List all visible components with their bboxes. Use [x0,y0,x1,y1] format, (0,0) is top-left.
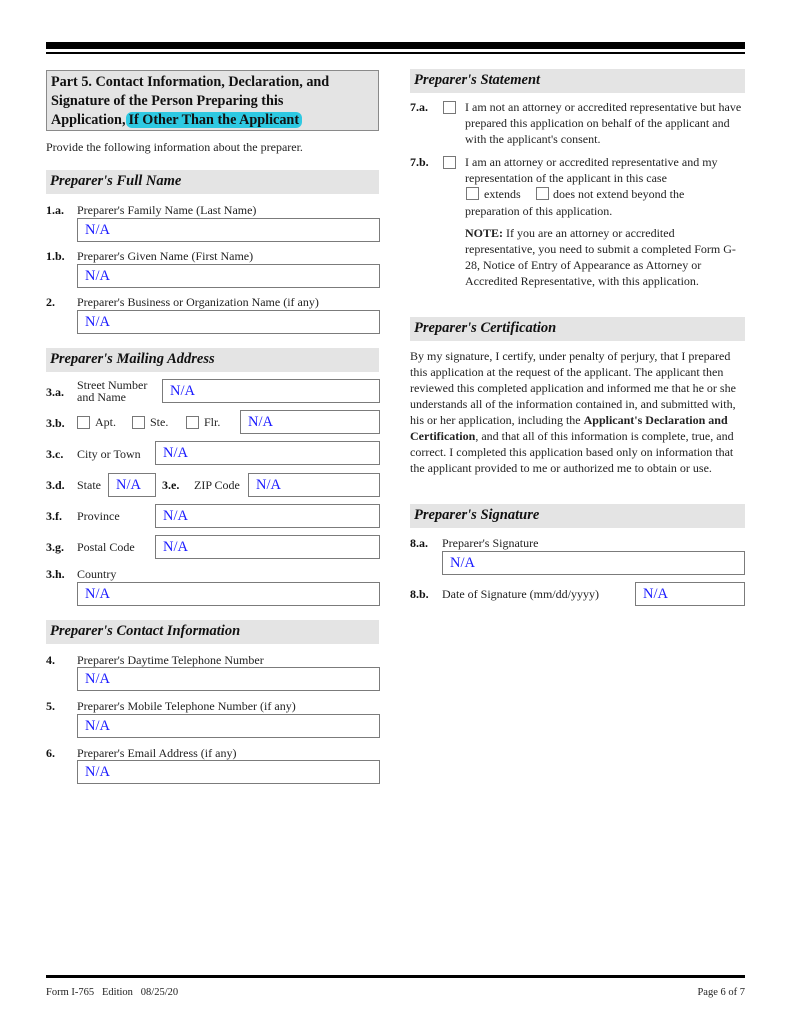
province-field[interactable]: N/A [155,504,380,528]
part-title-line: Signature of the Person Preparing this [51,93,284,109]
page-number: Page 6 of 7 [697,987,745,998]
field-label: Province [77,509,120,523]
field-label: ZIP Code [194,478,240,492]
item-number: 7.a. [410,100,428,114]
checkbox-label: Flr. [204,415,221,429]
item-number: 7.b. [410,155,429,169]
apt-checkbox[interactable] [77,416,90,429]
checkbox-label: does not extend beyond the [553,187,685,201]
item-number: 4. [46,653,55,667]
item-number: 1.a. [46,203,64,217]
statement-7a-text: I am not an attorney or accredited representative but have prepared this application on behalf of the applicant and with the applicant's consent. [465,100,742,146]
daytime-phone-field[interactable]: N/A [77,667,380,691]
certification-text-part: , and that all of this information is complete, true, and correct. I completed this application based only on information that the applicant provided to me or authorized me to obtain or use. [410,429,734,475]
field-label: Preparer's Business or Organization Name (if any) [77,295,319,309]
certification-bold: Applicant's Declaration and Certification [410,413,728,443]
field-label: Country [77,567,117,581]
highlighted-text: If Other Than the Applicant [126,112,303,128]
ste-checkbox[interactable] [132,416,145,429]
given-name-field[interactable]: N/A [77,264,380,288]
business-name-field[interactable]: N/A [77,310,380,334]
field-label: Preparer's Family Name (Last Name) [77,203,257,217]
field-label: Preparer's Daytime Telephone Number [77,653,264,667]
does-not-extend-checkbox[interactable] [536,187,549,200]
field-label: Preparer's Signature [442,536,539,550]
item-number: 1.b. [46,249,65,263]
checkbox-label: Apt. [95,415,116,429]
part-title-line: Application, [51,112,126,128]
certification-text-part: By my signature, I certify, under penalty of perjury, that I prepared this application at the request of the applicant. The applicant then reviewed this completed application and informed me that he or she understands all of the information contained in, and submitted with, his or her application, including the [410,349,736,427]
unit-number-field[interactable]: N/A [240,410,380,434]
form-edition: Form I-765 Edition 08/25/20 [46,987,179,998]
header-rule-thick [46,42,745,49]
note-label: NOTE: [465,226,504,240]
section-header-mailing-address: Preparer's Mailing Address [46,348,379,372]
field-label [77,379,147,403]
section-header-statement: Preparer's Statement [410,69,745,93]
item-number: 3.h. [46,567,65,581]
item-number: 3.a. [46,385,64,399]
item-number: 2. [46,295,55,309]
statement-7b-tail: preparation of this application. [465,204,613,218]
item-number: 3.d. [46,478,65,492]
item-number: 3.c. [46,447,64,461]
extends-checkbox[interactable] [466,187,479,200]
footer-rule [46,975,745,978]
section-header-certification: Preparer's Certification [410,317,745,341]
not-attorney-checkbox[interactable] [443,101,456,114]
item-number: 3.e. [162,478,180,492]
state-field[interactable]: N/A [108,473,156,497]
field-label: Date of Signature (mm/dd/yyyy) [442,587,599,601]
flr-checkbox[interactable] [186,416,199,429]
part-title [46,70,379,131]
family-name-field[interactable]: N/A [77,218,380,242]
intro-text: Provide the following information about the preparer. [46,140,303,154]
section-header-contact: Preparer's Contact Information [46,620,379,644]
item-number: 8.a. [410,536,428,550]
item-number: 3.b. [46,416,65,430]
note-text [465,225,737,289]
street-field[interactable]: N/A [162,379,380,403]
certification-text [410,348,748,476]
header-rule-thin [46,52,745,54]
checkbox-label: Ste. [150,415,169,429]
section-header-full-name: Preparer's Full Name [46,170,379,194]
signature-date-field[interactable]: N/A [635,582,745,606]
zip-code-field[interactable]: N/A [248,473,380,497]
field-label: City or Town [77,447,141,461]
city-field[interactable]: N/A [155,441,380,465]
item-number: 3.g. [46,540,64,554]
section-header-signature: Preparer's Signature [410,504,745,528]
mobile-phone-field[interactable]: N/A [77,714,380,738]
country-field[interactable]: N/A [77,582,380,606]
item-number: 8.b. [410,587,429,601]
attorney-checkbox[interactable] [443,156,456,169]
field-label-line: Street Number [77,378,148,392]
field-label: Postal Code [77,540,135,554]
checkbox-label: extends [484,187,521,201]
field-label: Preparer's Email Address (if any) [77,746,237,760]
statement-7b-text: I am an attorney or accredited representative and my representation of the applicant in this case [465,155,718,185]
field-label: Preparer's Given Name (First Name) [77,249,254,263]
postal-code-field[interactable]: N/A [155,535,380,559]
field-label: Preparer's Mobile Telephone Number (if any) [77,699,296,713]
item-number: 5. [46,699,55,713]
field-label-line: and Name [77,390,126,404]
email-field[interactable]: N/A [77,760,380,784]
note-body: If you are an attorney or accredited representative, you need to submit a completed Form G-28, Notice of Entry of Appearance as Attorney or Accredited Representative, with this application. [465,226,736,288]
item-number: 3.f. [46,509,62,523]
item-number: 6. [46,746,55,760]
part-title-line: Part 5. Contact Information, Declaration, and [51,74,330,90]
field-label: State [77,478,101,492]
preparer-signature-field[interactable]: N/A [442,551,745,575]
